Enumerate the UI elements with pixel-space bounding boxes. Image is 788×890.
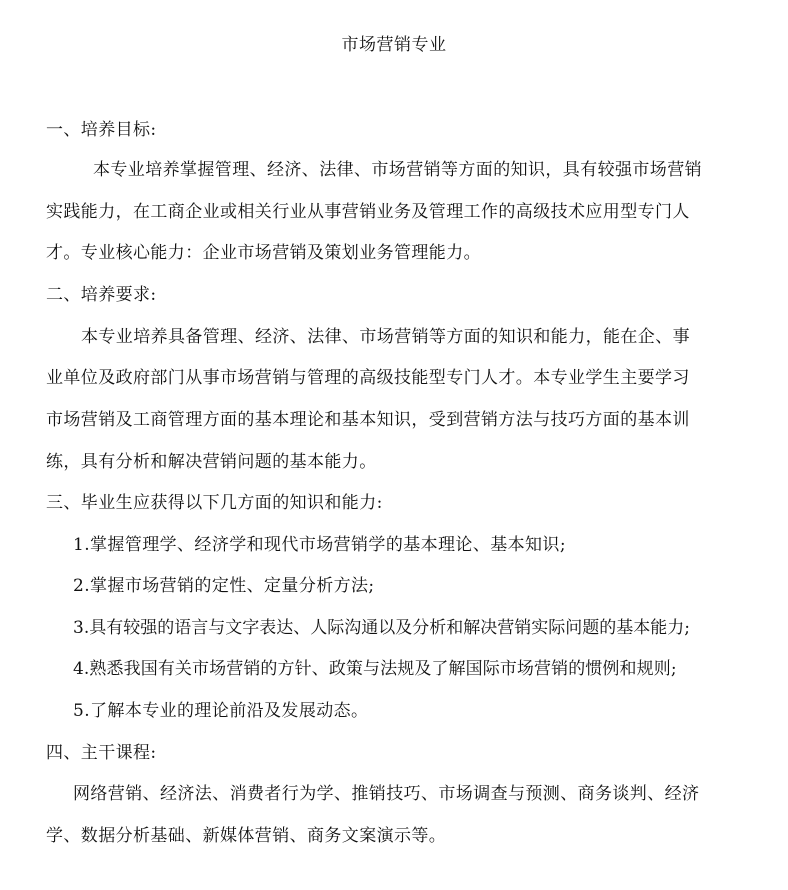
paragraph-line: 网络营销、经济法、消费者行为学、推销技巧、市场调查与预测、商务谈判、经济	[73, 784, 700, 804]
paragraph-line: 本专业培养掌握管理、经济、法律、市场营销等方面的知识，具有较强市场营销	[93, 160, 702, 180]
section-heading-core-courses: 四、主干课程:	[46, 743, 157, 763]
list-item: 4.熟悉我国有关市场营销的方针、政策与法规及了解国际市场营销的惯例和规则;	[73, 659, 677, 679]
paragraph-line: 实践能力，在工商企业或相关行业从事营销业务及管理工作的高级技术应用型专门人	[46, 202, 690, 222]
list-item: 3.具有较强的语言与文字表达、人际沟通以及分析和解决营销实际问题的基本能力;	[73, 618, 690, 638]
list-item: 1.掌握管理学、经济学和现代市场营销学的基本理论、基本知识;	[73, 535, 566, 555]
paragraph-line: 市场营销及工商管理方面的基本理论和基本知识，受到营销方法与技巧方面的基本训	[46, 410, 690, 430]
paragraph-line: 学、数据分析基础、新媒体营销、商务文案演示等。	[46, 826, 447, 846]
section-heading-graduate-abilities: 三、毕业生应获得以下几方面的知识和能力:	[46, 493, 383, 513]
list-item: 5.了解本专业的理论前沿及发展动态。	[73, 701, 369, 721]
paragraph-line: 本专业培养具备管理、经济、法律、市场营销等方面的知识和能力，能在企、事	[81, 327, 690, 347]
document-title: 市场营销专业	[341, 35, 447, 55]
section-heading-training-requirements: 二、培养要求:	[46, 285, 157, 305]
paragraph-line: 业单位及政府部门从事市场营销与管理的高级技能型专门人才。本专业学生主要学习	[46, 368, 690, 388]
list-item: 2.掌握市场营销的定性、定量分析方法;	[73, 576, 375, 596]
section-heading-training-goal: 一、培养目标:	[46, 120, 157, 140]
paragraph-line: 才。专业核心能力：企业市场营销及策划业务管理能力。	[46, 243, 481, 263]
paragraph-line: 练，具有分析和解决营销问题的基本能力。	[46, 452, 377, 472]
